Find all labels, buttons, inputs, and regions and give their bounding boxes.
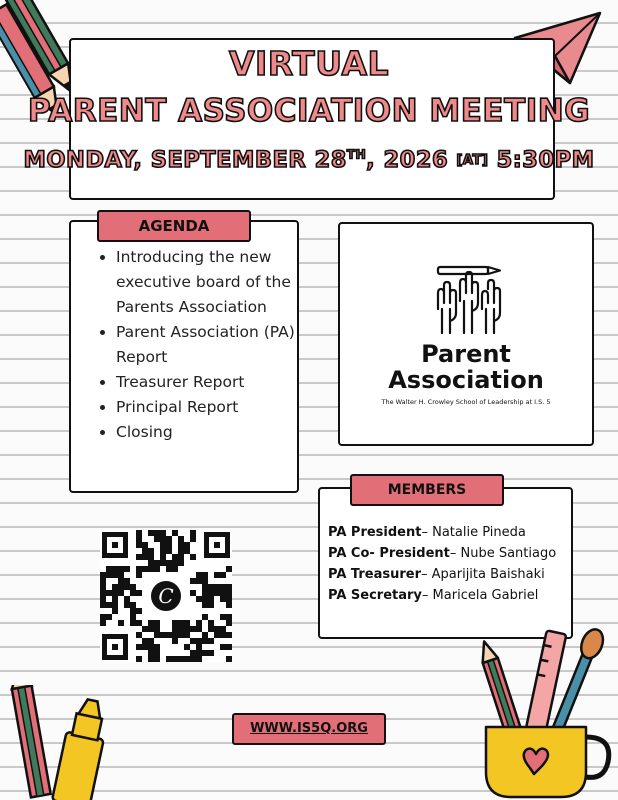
agenda-item: • Treasurer Report	[116, 370, 316, 395]
qr-module	[226, 566, 232, 572]
highlighter-icon	[0, 685, 120, 800]
agenda-item: • Introducing the new executive board of the Parents Association	[116, 245, 316, 320]
agenda-label: AGENDA	[97, 210, 251, 242]
qr-module	[226, 656, 232, 662]
member-name: – Natalie Pineda	[421, 525, 526, 540]
time-text: 5:30PM	[488, 147, 595, 173]
qr-module	[226, 602, 232, 608]
qr-module	[220, 572, 226, 578]
at-text: [AT]	[456, 153, 489, 168]
member-role: PA Co- President	[328, 546, 450, 561]
qr-module	[226, 644, 232, 650]
member-row	[328, 543, 556, 564]
qr-module	[136, 572, 142, 578]
qr-center-logo: C	[148, 578, 184, 614]
qr-module	[106, 614, 112, 620]
member-row	[328, 585, 556, 606]
year-text: , 2026	[366, 147, 457, 173]
qr-module	[112, 608, 118, 614]
qr-module	[196, 656, 202, 662]
member-role: PA Treasurer	[328, 567, 421, 582]
agenda-item: • Closing	[116, 420, 316, 445]
member-name: – Aparijita Baishaki	[421, 567, 545, 582]
qr-module	[136, 608, 142, 614]
qr-module	[136, 590, 142, 596]
qr-module	[226, 632, 232, 638]
qr-module	[190, 536, 196, 542]
pencil-mug-icon	[468, 622, 618, 800]
qr-finder	[204, 532, 230, 558]
qr-module	[208, 638, 214, 644]
member-row	[328, 564, 556, 585]
qr-module	[172, 566, 178, 572]
qr-module	[226, 620, 232, 626]
date-sup: TH	[346, 147, 367, 162]
qr-module	[208, 650, 214, 656]
qr-module	[154, 656, 160, 662]
member-name: – Maricela Gabriel	[421, 588, 539, 603]
qr-module	[190, 554, 196, 560]
logo-line-1: Parent	[421, 340, 511, 368]
website-link[interactable]: WWW.IS5Q.ORG	[232, 713, 386, 745]
qr-module	[118, 620, 124, 626]
qr-module	[178, 560, 184, 566]
member-row	[328, 522, 556, 543]
qr-module	[136, 656, 142, 662]
member-role: PA Secretary	[328, 588, 422, 603]
qr-code[interactable]	[100, 530, 232, 662]
qr-finder	[102, 634, 128, 660]
qr-module	[172, 638, 178, 644]
qr-module	[124, 566, 130, 572]
page-title: PARENT ASSOCIATION MEETING	[27, 93, 591, 129]
member-role: PA President	[328, 525, 422, 540]
agenda-item: • Principal Report	[116, 395, 316, 420]
meeting-date	[0, 147, 618, 173]
members-label: MEMBERS	[350, 474, 504, 506]
raised-hands-icon	[428, 263, 508, 335]
header-line-1: VIRTUAL	[228, 44, 390, 83]
logo-line-2: Association	[388, 366, 544, 394]
qr-finder	[102, 532, 128, 558]
agenda-list	[98, 245, 316, 445]
logo-subtitle: The Walter H. Crowley School of Leadership at I.S. 5	[381, 398, 551, 406]
member-name: – Nube Santiago	[449, 546, 557, 561]
agenda-item: • Parent Association (PA) Report	[116, 320, 316, 370]
members-list	[328, 522, 556, 606]
qr-module	[100, 620, 106, 626]
qr-module	[208, 602, 214, 608]
date-text: MONDAY, SEPTEMBER 28	[23, 147, 347, 173]
qr-module	[154, 566, 160, 572]
